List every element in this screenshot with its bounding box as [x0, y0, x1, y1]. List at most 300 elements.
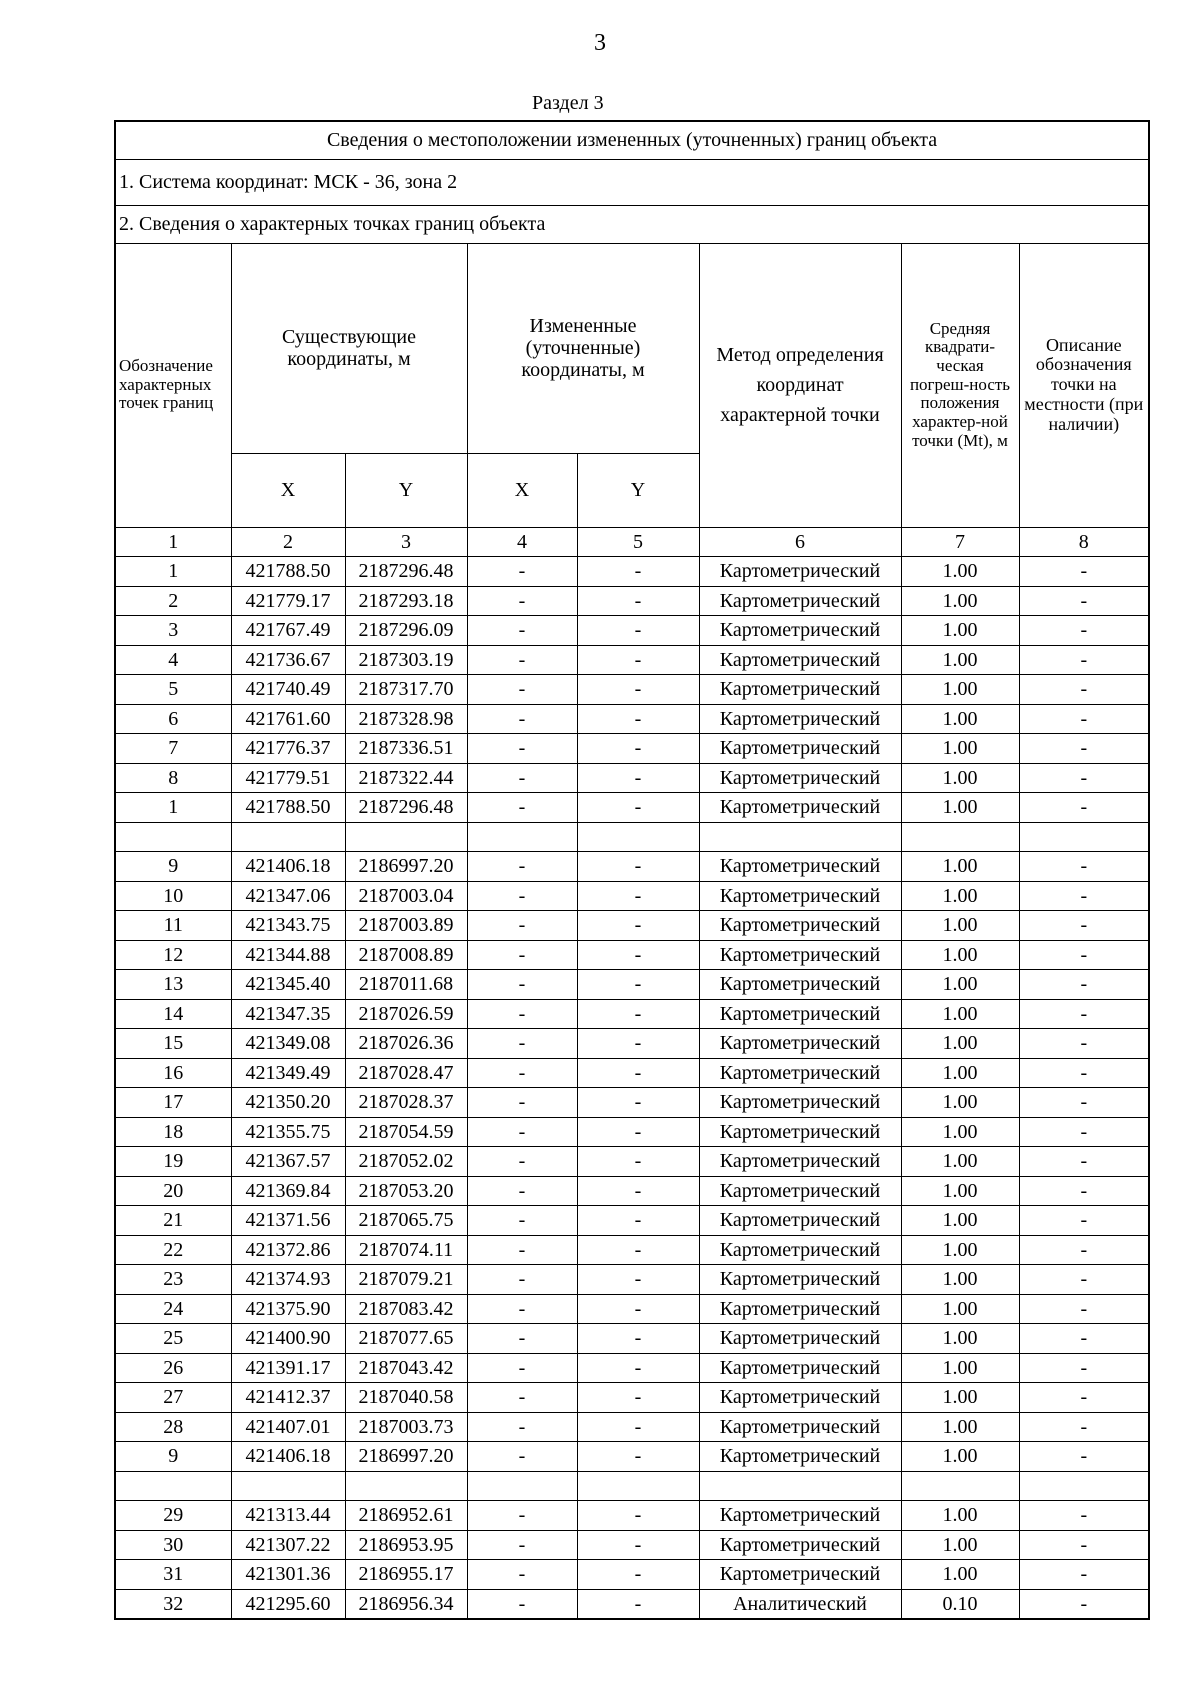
coordinate-system: 1. Система координат: МСК - 36, зона 2 [115, 159, 1149, 205]
changed-x-cell: - [467, 1501, 577, 1531]
existing-y-cell: 2187303.19 [345, 645, 467, 675]
table-row [115, 1176, 1149, 1206]
column-number: 1 [115, 527, 231, 557]
method-cell: Картометрический [699, 999, 901, 1029]
existing-y-cell: 2187053.20 [345, 1176, 467, 1206]
description-cell: - [1019, 1353, 1149, 1383]
description-cell: - [1019, 970, 1149, 1000]
description-cell: - [1019, 793, 1149, 823]
changed-x-cell: - [467, 675, 577, 705]
method-cell: Картометрический [699, 586, 901, 616]
description-cell: - [1019, 852, 1149, 882]
existing-x-cell: 421406.18 [231, 852, 345, 882]
description-cell: - [1019, 1560, 1149, 1590]
existing-x-cell: 421367.57 [231, 1147, 345, 1177]
changed-y-cell: - [577, 881, 699, 911]
existing-x-cell: 421788.50 [231, 557, 345, 587]
table-row [115, 1088, 1149, 1118]
method-cell: Картометрический [699, 1147, 901, 1177]
point-id-cell: 8 [115, 763, 231, 793]
existing-y-cell: 2187328.98 [345, 704, 467, 734]
point-id-cell: 9 [115, 852, 231, 882]
existing-x-cell: 421412.37 [231, 1383, 345, 1413]
description-cell: - [1019, 1412, 1149, 1442]
table-row [115, 1412, 1149, 1442]
point-id-cell: 28 [115, 1412, 231, 1442]
method-cell: Картометрический [699, 970, 901, 1000]
point-id-cell: 31 [115, 1560, 231, 1590]
method-cell: Картометрический [699, 1235, 901, 1265]
point-id-cell: 15 [115, 1029, 231, 1059]
mean-error-cell [901, 1471, 1019, 1501]
mean-error-cell: 1.00 [901, 734, 1019, 764]
changed-x-cell: - [467, 881, 577, 911]
mean-error-cell: 1.00 [901, 1235, 1019, 1265]
changed-x-cell: - [467, 999, 577, 1029]
existing-x-cell: 421375.90 [231, 1294, 345, 1324]
mean-error-cell: 1.00 [901, 1206, 1019, 1236]
mean-error-cell: 1.00 [901, 1383, 1019, 1413]
boundary-points-table [114, 120, 1150, 1620]
existing-x-cell: 421761.60 [231, 704, 345, 734]
method-cell: Картометрический [699, 940, 901, 970]
mean-error-cell: 1.00 [901, 675, 1019, 705]
mean-error-cell: 1.00 [901, 1029, 1019, 1059]
mean-error-cell: 1.00 [901, 1442, 1019, 1472]
existing-x-cell: 421301.36 [231, 1560, 345, 1590]
changed-x-cell: - [467, 970, 577, 1000]
method-cell: Картометрический [699, 1530, 901, 1560]
method-cell: Картометрический [699, 1353, 901, 1383]
existing-x-cell: 421347.06 [231, 881, 345, 911]
mean-error-cell: 1.00 [901, 557, 1019, 587]
method-cell: Картометрический [699, 645, 901, 675]
mean-error-cell: 1.00 [901, 1501, 1019, 1531]
table-row [115, 1589, 1149, 1619]
table-row [115, 1235, 1149, 1265]
point-id-cell: 26 [115, 1353, 231, 1383]
table-row [115, 970, 1149, 1000]
changed-y-cell: - [577, 1383, 699, 1413]
description-cell: - [1019, 1501, 1149, 1531]
changed-y-cell: - [577, 734, 699, 764]
column-number: 8 [1019, 527, 1149, 557]
description-cell: - [1019, 1589, 1149, 1619]
existing-y-cell: 2187083.42 [345, 1294, 467, 1324]
existing-x-cell: 421345.40 [231, 970, 345, 1000]
point-id-cell: 32 [115, 1589, 231, 1619]
point-id-cell: 10 [115, 881, 231, 911]
header-description: Описание обозначения точки на местности (при наличии) [1019, 243, 1149, 527]
changed-y-cell: - [577, 1294, 699, 1324]
existing-y-cell: 2187077.65 [345, 1324, 467, 1354]
changed-x-cell: - [467, 1530, 577, 1560]
mean-error-cell: 1.00 [901, 1176, 1019, 1206]
changed-y-cell: - [577, 675, 699, 705]
description-cell: - [1019, 1029, 1149, 1059]
changed-y-cell: - [577, 1088, 699, 1118]
existing-y-cell: 2187003.89 [345, 911, 467, 941]
table-row [115, 1029, 1149, 1059]
existing-y-cell: 2187003.73 [345, 1412, 467, 1442]
method-cell: Картометрический [699, 881, 901, 911]
point-id-cell: 11 [115, 911, 231, 941]
mean-error-cell: 1.00 [901, 616, 1019, 646]
point-id-cell: 14 [115, 999, 231, 1029]
point-id-cell: 23 [115, 1265, 231, 1295]
method-cell: Картометрический [699, 1176, 901, 1206]
changed-y-cell: - [577, 970, 699, 1000]
table-row [115, 734, 1149, 764]
existing-y-cell [345, 1471, 467, 1501]
description-cell: - [1019, 1147, 1149, 1177]
table-row [115, 793, 1149, 823]
table-row [115, 1206, 1149, 1236]
table-row [115, 852, 1149, 882]
method-cell: Картометрический [699, 704, 901, 734]
existing-y-cell: 2186997.20 [345, 1442, 467, 1472]
point-id-cell: 20 [115, 1176, 231, 1206]
table-row [115, 586, 1149, 616]
existing-y-cell: 2186953.95 [345, 1530, 467, 1560]
changed-y-cell: - [577, 793, 699, 823]
point-id-cell: 22 [115, 1235, 231, 1265]
existing-x-cell: 421767.49 [231, 616, 345, 646]
changed-y-cell: - [577, 1265, 699, 1295]
changed-y-cell: - [577, 999, 699, 1029]
mean-error-cell: 1.00 [901, 1117, 1019, 1147]
table-row [115, 1383, 1149, 1413]
header-existing-x: X [231, 453, 345, 527]
existing-y-cell: 2187040.58 [345, 1383, 467, 1413]
table-row [115, 911, 1149, 941]
table-row [115, 704, 1149, 734]
point-id-cell: 1 [115, 557, 231, 587]
changed-x-cell: - [467, 1147, 577, 1177]
table-row [115, 1294, 1149, 1324]
changed-y-cell: - [577, 1058, 699, 1088]
method-cell: Картометрический [699, 1058, 901, 1088]
column-number: 2 [231, 527, 345, 557]
method-cell: Картометрический [699, 1294, 901, 1324]
header-existing-y: Y [345, 453, 467, 527]
changed-y-cell: - [577, 704, 699, 734]
mean-error-cell: 1.00 [901, 704, 1019, 734]
description-cell: - [1019, 1294, 1149, 1324]
table-row [115, 557, 1149, 587]
mean-error-cell: 1.00 [901, 881, 1019, 911]
table-row [115, 675, 1149, 705]
method-cell: Картометрический [699, 1501, 901, 1531]
existing-y-cell: 2186955.17 [345, 1560, 467, 1590]
existing-x-cell [231, 822, 345, 852]
existing-y-cell: 2187028.37 [345, 1088, 467, 1118]
table-row [115, 1117, 1149, 1147]
method-cell: Картометрический [699, 911, 901, 941]
table-row [115, 1501, 1149, 1531]
mean-error-cell: 1.00 [901, 999, 1019, 1029]
existing-y-cell: 2187026.59 [345, 999, 467, 1029]
changed-y-cell: - [577, 1324, 699, 1354]
method-cell: Аналитический [699, 1589, 901, 1619]
existing-x-cell: 421349.08 [231, 1029, 345, 1059]
method-cell: Картометрический [699, 1412, 901, 1442]
changed-x-cell: - [467, 1029, 577, 1059]
existing-y-cell: 2187008.89 [345, 940, 467, 970]
existing-y-cell: 2187296.09 [345, 616, 467, 646]
method-cell: Картометрический [699, 616, 901, 646]
section-title: Раздел 3 [532, 92, 604, 114]
header-designation: Обозначение характерных точек границ [115, 243, 231, 527]
description-cell: - [1019, 1324, 1149, 1354]
changed-x-cell: - [467, 1442, 577, 1472]
point-id-cell: 13 [115, 970, 231, 1000]
description-cell: - [1019, 645, 1149, 675]
table-row [115, 1471, 1149, 1501]
point-id-cell: 5 [115, 675, 231, 705]
description-cell: - [1019, 1530, 1149, 1560]
table-row [115, 1147, 1149, 1177]
point-id-cell: 19 [115, 1147, 231, 1177]
existing-x-cell: 421313.44 [231, 1501, 345, 1531]
method-cell: Картометрический [699, 852, 901, 882]
description-cell: - [1019, 1206, 1149, 1236]
changed-y-cell: - [577, 586, 699, 616]
method-cell: Картометрический [699, 1088, 901, 1118]
existing-y-cell: 2187028.47 [345, 1058, 467, 1088]
method-cell: Картометрический [699, 1265, 901, 1295]
description-cell [1019, 1471, 1149, 1501]
method-cell: Картометрический [699, 1117, 901, 1147]
existing-y-cell: 2187293.18 [345, 586, 467, 616]
description-cell: - [1019, 911, 1149, 941]
table-row [115, 1442, 1149, 1472]
description-cell: - [1019, 616, 1149, 646]
mean-error-cell: 1.00 [901, 1088, 1019, 1118]
mean-error-cell: 1.00 [901, 1058, 1019, 1088]
changed-x-cell: - [467, 1058, 577, 1088]
table-row [115, 999, 1149, 1029]
existing-y-cell: 2187079.21 [345, 1265, 467, 1295]
point-id-cell: 1 [115, 793, 231, 823]
changed-x-cell: - [467, 1353, 577, 1383]
existing-x-cell [231, 1471, 345, 1501]
points-heading: 2. Сведения о характерных точках границ объекта [115, 205, 1149, 243]
changed-x-cell: - [467, 1294, 577, 1324]
changed-x-cell: - [467, 586, 577, 616]
existing-y-cell: 2187065.75 [345, 1206, 467, 1236]
existing-x-cell: 421779.51 [231, 763, 345, 793]
existing-y-cell: 2187322.44 [345, 763, 467, 793]
existing-y-cell: 2187336.51 [345, 734, 467, 764]
description-cell: - [1019, 999, 1149, 1029]
method-cell: Картометрический [699, 557, 901, 587]
table-row [115, 645, 1149, 675]
point-id-cell [115, 822, 231, 852]
changed-y-cell: - [577, 1353, 699, 1383]
existing-x-cell: 421391.17 [231, 1353, 345, 1383]
existing-y-cell: 2187296.48 [345, 557, 467, 587]
existing-y-cell [345, 822, 467, 852]
existing-y-cell: 2187011.68 [345, 970, 467, 1000]
point-id-cell: 27 [115, 1383, 231, 1413]
existing-x-cell: 421350.20 [231, 1088, 345, 1118]
existing-x-cell: 421406.18 [231, 1442, 345, 1472]
point-id-cell: 29 [115, 1501, 231, 1531]
changed-y-cell: - [577, 1147, 699, 1177]
method-cell: Картометрический [699, 734, 901, 764]
description-cell [1019, 822, 1149, 852]
changed-y-cell: - [577, 763, 699, 793]
header-changed-coordinates: Измененные (уточненные) координаты, м [467, 243, 699, 453]
changed-x-cell: - [467, 1560, 577, 1590]
existing-x-cell: 421371.56 [231, 1206, 345, 1236]
existing-x-cell: 421344.88 [231, 940, 345, 970]
point-id-cell: 17 [115, 1088, 231, 1118]
description-cell: - [1019, 586, 1149, 616]
existing-y-cell: 2187043.42 [345, 1353, 467, 1383]
header-error: Средняя квадрати-ческая погреш-ность положения характер-ной точки (Mt), м [901, 243, 1019, 527]
table-row [115, 1324, 1149, 1354]
description-cell: - [1019, 881, 1149, 911]
table-row [115, 616, 1149, 646]
header-changed-x: X [467, 453, 577, 527]
description-cell: - [1019, 1383, 1149, 1413]
mean-error-cell: 1.00 [901, 1294, 1019, 1324]
changed-y-cell: - [577, 1117, 699, 1147]
changed-x-cell: - [467, 1235, 577, 1265]
description-cell: - [1019, 940, 1149, 970]
existing-y-cell: 2186956.34 [345, 1589, 467, 1619]
changed-x-cell: - [467, 734, 577, 764]
table-row [115, 1058, 1149, 1088]
existing-y-cell: 2187026.36 [345, 1029, 467, 1059]
changed-x-cell: - [467, 704, 577, 734]
mean-error-cell: 1.00 [901, 793, 1019, 823]
changed-x-cell: - [467, 1117, 577, 1147]
description-cell: - [1019, 1235, 1149, 1265]
existing-x-cell: 421355.75 [231, 1117, 345, 1147]
point-id-cell: 12 [115, 940, 231, 970]
method-cell: Картометрический [699, 1029, 901, 1059]
point-id-cell: 25 [115, 1324, 231, 1354]
changed-x-cell: - [467, 852, 577, 882]
changed-x-cell: - [467, 616, 577, 646]
description-cell: - [1019, 675, 1149, 705]
point-id-cell [115, 1471, 231, 1501]
point-id-cell: 6 [115, 704, 231, 734]
changed-y-cell: - [577, 1176, 699, 1206]
mean-error-cell: 1.00 [901, 1265, 1019, 1295]
changed-x-cell: - [467, 793, 577, 823]
mean-error-cell: 1.00 [901, 911, 1019, 941]
mean-error-cell: 1.00 [901, 1412, 1019, 1442]
changed-x-cell: - [467, 557, 577, 587]
description-cell: - [1019, 1088, 1149, 1118]
mean-error-cell: 1.00 [901, 1560, 1019, 1590]
mean-error-cell: 1.00 [901, 852, 1019, 882]
description-cell: - [1019, 704, 1149, 734]
description-cell: - [1019, 557, 1149, 587]
existing-y-cell: 2187317.70 [345, 675, 467, 705]
existing-x-cell: 421369.84 [231, 1176, 345, 1206]
changed-x-cell: - [467, 940, 577, 970]
point-id-cell: 16 [115, 1058, 231, 1088]
existing-y-cell: 2187054.59 [345, 1117, 467, 1147]
point-id-cell: 3 [115, 616, 231, 646]
method-cell: Картометрический [699, 793, 901, 823]
changed-y-cell: - [577, 852, 699, 882]
existing-y-cell: 2187052.02 [345, 1147, 467, 1177]
changed-x-cell: - [467, 1206, 577, 1236]
changed-y-cell: - [577, 1560, 699, 1590]
existing-y-cell: 2187296.48 [345, 793, 467, 823]
changed-y-cell: - [577, 1501, 699, 1531]
table-row [115, 881, 1149, 911]
mean-error-cell: 1.00 [901, 763, 1019, 793]
mean-error-cell: 1.00 [901, 940, 1019, 970]
column-number: 3 [345, 527, 467, 557]
mean-error-cell: 1.00 [901, 1530, 1019, 1560]
changed-x-cell: - [467, 1412, 577, 1442]
existing-x-cell: 421349.49 [231, 1058, 345, 1088]
changed-y-cell: - [577, 1029, 699, 1059]
point-id-cell: 2 [115, 586, 231, 616]
table-row [115, 822, 1149, 852]
existing-x-cell: 421736.67 [231, 645, 345, 675]
column-number: 6 [699, 527, 901, 557]
changed-x-cell: - [467, 763, 577, 793]
table-title: Сведения о местоположении измененных (уточненных) границ объекта [115, 121, 1149, 159]
changed-y-cell: - [577, 645, 699, 675]
changed-x-cell: - [467, 1383, 577, 1413]
changed-x-cell: - [467, 1176, 577, 1206]
changed-y-cell: - [577, 1235, 699, 1265]
changed-x-cell [467, 1471, 577, 1501]
method-cell: Картометрический [699, 1560, 901, 1590]
existing-x-cell: 421295.60 [231, 1589, 345, 1619]
page-number: 3 [594, 30, 606, 56]
point-id-cell: 18 [115, 1117, 231, 1147]
method-cell: Картометрический [699, 1442, 901, 1472]
description-cell: - [1019, 1176, 1149, 1206]
changed-y-cell [577, 1471, 699, 1501]
changed-y-cell: - [577, 616, 699, 646]
description-cell: - [1019, 1117, 1149, 1147]
existing-x-cell: 421347.35 [231, 999, 345, 1029]
point-id-cell: 4 [115, 645, 231, 675]
method-cell: Картометрический [699, 763, 901, 793]
existing-x-cell: 421400.90 [231, 1324, 345, 1354]
existing-y-cell: 2187003.04 [345, 881, 467, 911]
point-id-cell: 24 [115, 1294, 231, 1324]
description-cell: - [1019, 1265, 1149, 1295]
table-row [115, 940, 1149, 970]
description-cell: - [1019, 763, 1149, 793]
changed-x-cell: - [467, 1589, 577, 1619]
changed-y-cell: - [577, 911, 699, 941]
existing-x-cell: 421776.37 [231, 734, 345, 764]
point-id-cell: 9 [115, 1442, 231, 1472]
changed-x-cell: - [467, 911, 577, 941]
existing-x-cell: 421307.22 [231, 1530, 345, 1560]
changed-x-cell [467, 822, 577, 852]
changed-y-cell: - [577, 557, 699, 587]
changed-y-cell: - [577, 1442, 699, 1472]
existing-x-cell: 421779.17 [231, 586, 345, 616]
changed-x-cell: - [467, 1324, 577, 1354]
method-cell: Картометрический [699, 675, 901, 705]
